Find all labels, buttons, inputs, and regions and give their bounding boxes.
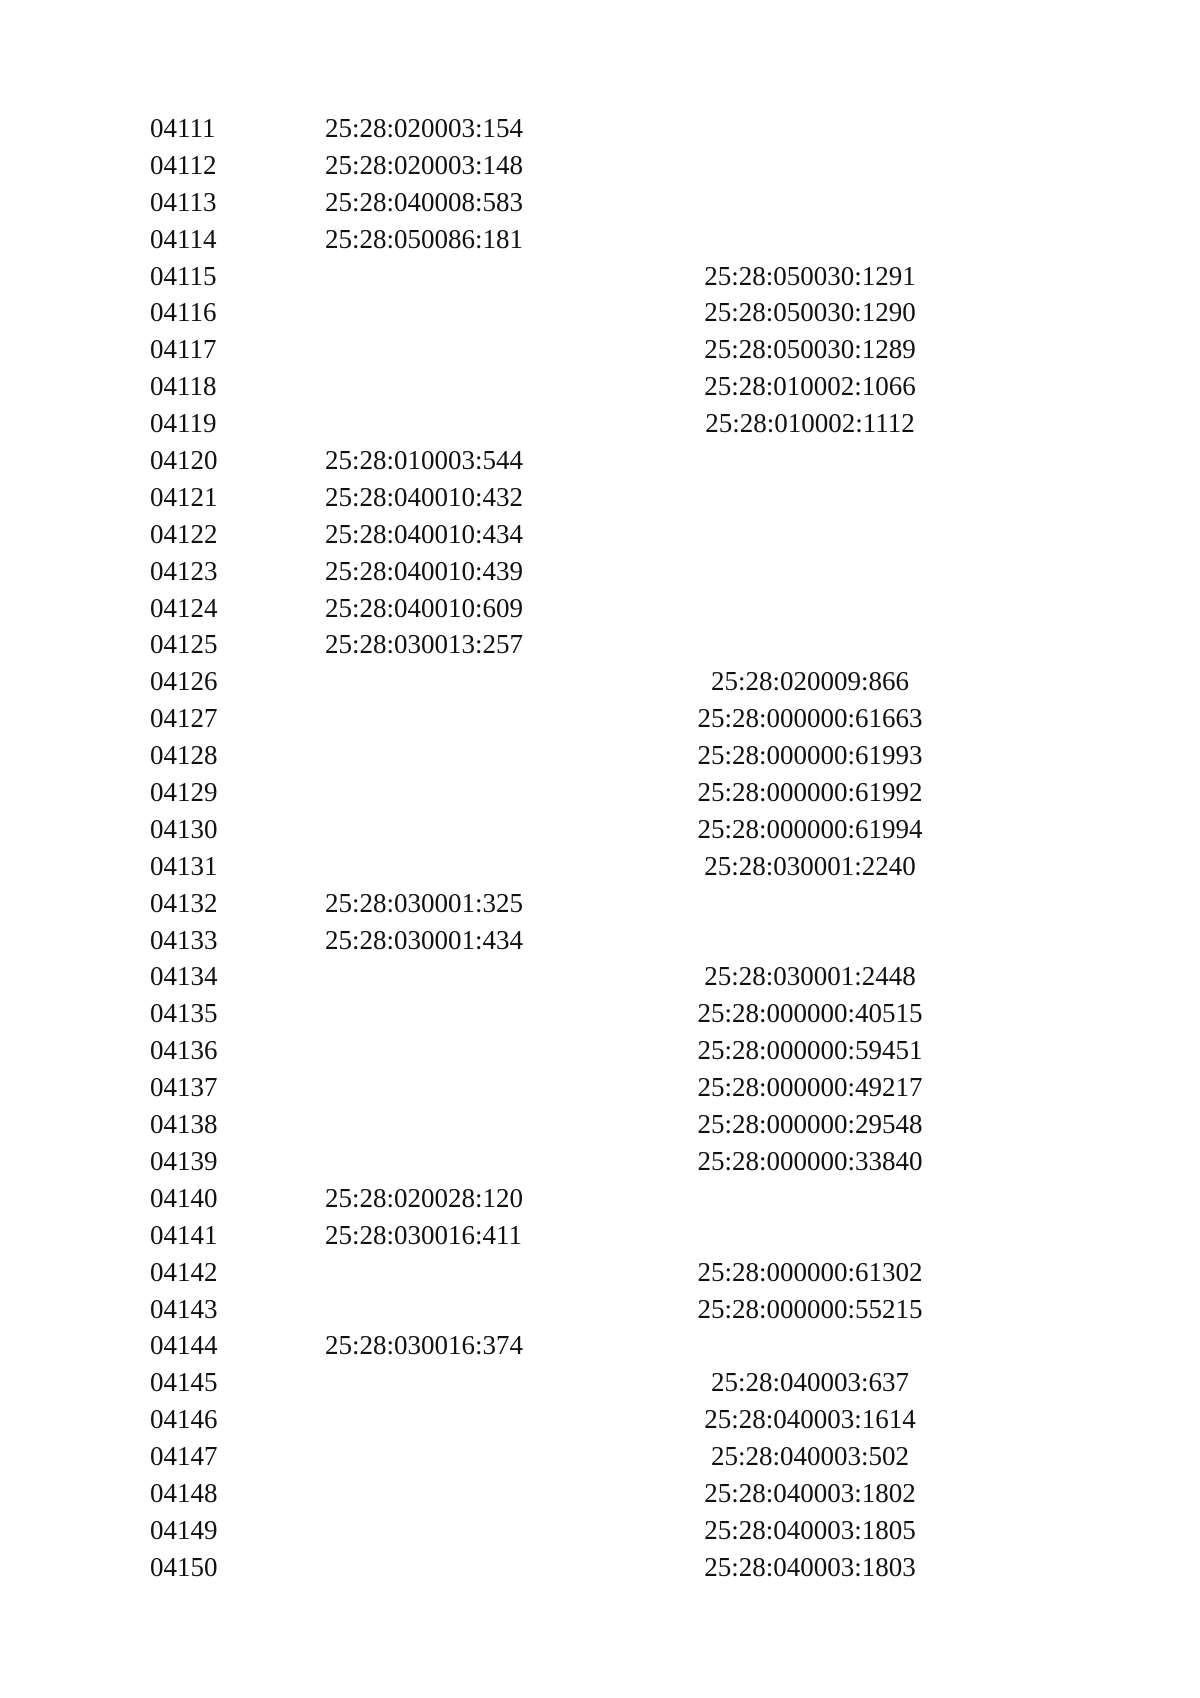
table-row xyxy=(150,922,970,959)
cadastral-number-left: 25:28:040008:583 xyxy=(325,186,524,217)
table-row xyxy=(150,1217,970,1254)
cadastral-number-right: 25:28:000000:61302 xyxy=(697,1256,923,1287)
table-row xyxy=(150,184,970,221)
cadastral-number-right: 25:28:000000:61994 xyxy=(697,813,923,844)
table-row xyxy=(150,1475,970,1512)
row-number: 04143 xyxy=(150,1293,218,1324)
table-row xyxy=(150,1401,970,1438)
row-number: 04141 xyxy=(150,1219,218,1250)
row-number: 04136 xyxy=(150,1035,218,1066)
row-number: 04111 xyxy=(150,113,216,143)
cadastral-number-table xyxy=(150,110,970,1586)
row-number: 04149 xyxy=(150,1514,218,1545)
row-number: 04115 xyxy=(150,260,217,291)
table-row xyxy=(150,442,970,479)
row-number: 04116 xyxy=(150,297,217,328)
cadastral-number-left: 25:28:030016:411 xyxy=(325,1219,523,1250)
row-number: 04126 xyxy=(150,666,218,697)
table-row xyxy=(150,1364,970,1401)
cadastral-number-left: 25:28:030001:325 xyxy=(325,887,524,918)
row-number: 04117 xyxy=(150,334,217,365)
cadastral-number-left: 25:28:020028:120 xyxy=(325,1182,524,1213)
cadastral-number-right: 25:28:000000:55215 xyxy=(697,1293,923,1324)
row-number: 04125 xyxy=(150,629,218,660)
row-number: 04145 xyxy=(150,1367,218,1398)
table-row xyxy=(150,553,970,590)
cadastral-number-right: 25:28:040003:637 xyxy=(710,1367,909,1398)
table-row xyxy=(150,479,970,516)
table-row xyxy=(150,1291,970,1328)
row-number: 04119 xyxy=(150,408,217,439)
row-number: 04127 xyxy=(150,703,218,734)
row-number: 04138 xyxy=(150,1109,218,1140)
cadastral-number-right: 25:28:030001:2240 xyxy=(704,850,916,881)
table-row xyxy=(150,1032,970,1069)
cadastral-number-left: 25:28:040010:609 xyxy=(325,592,524,623)
table-row xyxy=(150,848,970,885)
row-number: 04139 xyxy=(150,1145,218,1176)
row-number: 04144 xyxy=(150,1330,218,1361)
cadastral-number-right: 25:28:000000:59451 xyxy=(697,1035,923,1066)
cadastral-number-right: 25:28:000000:61992 xyxy=(697,777,923,808)
row-number: 04137 xyxy=(150,1072,218,1103)
table-row xyxy=(150,700,970,737)
cadastral-number-right: 25:28:000000:40515 xyxy=(697,998,923,1029)
cadastral-number-right: 25:28:010002:1112 xyxy=(705,408,915,439)
row-number: 04133 xyxy=(150,924,218,955)
row-number: 04112 xyxy=(150,149,217,180)
table-row xyxy=(150,221,970,258)
cadastral-number-right: 25:28:000000:61993 xyxy=(697,740,923,771)
table-row xyxy=(150,1512,970,1549)
cadastral-number-right: 25:28:000000:33840 xyxy=(697,1145,923,1176)
table-row xyxy=(150,590,970,627)
row-number: 04130 xyxy=(150,813,218,844)
row-number: 04113 xyxy=(150,186,217,217)
cadastral-number-left: 25:28:050086:181 xyxy=(325,223,524,254)
cadastral-number-left: 25:28:030016:374 xyxy=(325,1330,524,1361)
table-row xyxy=(150,294,970,331)
table-row xyxy=(150,958,970,995)
table-row xyxy=(150,516,970,553)
table-row xyxy=(150,1254,970,1291)
cadastral-number-right: 25:28:040003:1614 xyxy=(704,1404,916,1435)
cadastral-number-right: 25:28:040003:1802 xyxy=(704,1477,916,1508)
row-number: 04123 xyxy=(150,555,218,586)
row-number: 04118 xyxy=(150,371,217,402)
row-number: 04129 xyxy=(150,777,218,808)
row-number: 04134 xyxy=(150,961,218,992)
table-row xyxy=(150,1143,970,1180)
row-number: 04140 xyxy=(150,1182,218,1213)
cadastral-number-right: 25:28:010002:1066 xyxy=(704,371,916,402)
table-row xyxy=(150,811,970,848)
cadastral-number-right: 25:28:000000:49217 xyxy=(697,1072,923,1103)
cadastral-number-right: 25:28:040003:1805 xyxy=(704,1514,916,1545)
table-row xyxy=(150,258,970,295)
table-row xyxy=(150,1327,970,1364)
row-number: 04148 xyxy=(150,1477,218,1508)
table-row xyxy=(150,110,970,147)
cadastral-number-right: 25:28:000000:61663 xyxy=(697,703,923,734)
cadastral-number-left: 25:28:030013:257 xyxy=(325,629,524,660)
table-row xyxy=(150,995,970,1032)
row-number: 04142 xyxy=(150,1256,218,1287)
table-row xyxy=(150,405,970,442)
table-row xyxy=(150,737,970,774)
row-number: 04122 xyxy=(150,518,218,549)
table-row xyxy=(150,774,970,811)
row-number: 04131 xyxy=(150,850,218,881)
row-number: 04132 xyxy=(150,887,218,918)
table-row xyxy=(150,1549,970,1586)
table-row xyxy=(150,1180,970,1217)
cadastral-number-right: 25:28:030001:2448 xyxy=(704,961,916,992)
cadastral-number-left: 25:28:020003:154 xyxy=(325,113,524,143)
row-number: 04124 xyxy=(150,592,218,623)
table-row xyxy=(150,1106,970,1143)
table-row xyxy=(150,368,970,405)
row-number: 04150 xyxy=(150,1551,218,1582)
table-row xyxy=(150,885,970,922)
cadastral-number-right: 25:28:000000:29548 xyxy=(697,1109,923,1140)
cadastral-number-left: 25:28:040010:432 xyxy=(325,481,524,512)
row-number: 04120 xyxy=(150,445,218,476)
table-row xyxy=(150,1069,970,1106)
cadastral-number-left: 25:28:030001:434 xyxy=(325,924,524,955)
table-row xyxy=(150,147,970,184)
cadastral-number-left: 25:28:010003:544 xyxy=(325,445,524,476)
cadastral-number-right: 25:28:040003:1803 xyxy=(704,1551,916,1582)
cadastral-number-right: 25:28:050030:1290 xyxy=(704,297,916,328)
row-number: 04121 xyxy=(150,481,218,512)
cadastral-number-right: 25:28:040003:502 xyxy=(710,1441,909,1472)
table-row xyxy=(150,626,970,663)
row-number: 04135 xyxy=(150,998,218,1029)
table-row xyxy=(150,663,970,700)
row-number: 04128 xyxy=(150,740,218,771)
table-row xyxy=(150,1438,970,1475)
cadastral-number-right: 25:28:020009:866 xyxy=(710,666,909,697)
cadastral-number-left: 25:28:040010:434 xyxy=(325,518,524,549)
row-number: 04146 xyxy=(150,1404,218,1435)
row-number: 04147 xyxy=(150,1441,218,1472)
cadastral-number-left: 25:28:040010:439 xyxy=(325,555,524,586)
cadastral-number-right: 25:28:050030:1291 xyxy=(704,260,916,291)
cadastral-number-right: 25:28:050030:1289 xyxy=(704,334,916,365)
row-number: 04114 xyxy=(150,223,217,254)
table-row xyxy=(150,331,970,368)
cadastral-number-left: 25:28:020003:148 xyxy=(325,149,524,180)
